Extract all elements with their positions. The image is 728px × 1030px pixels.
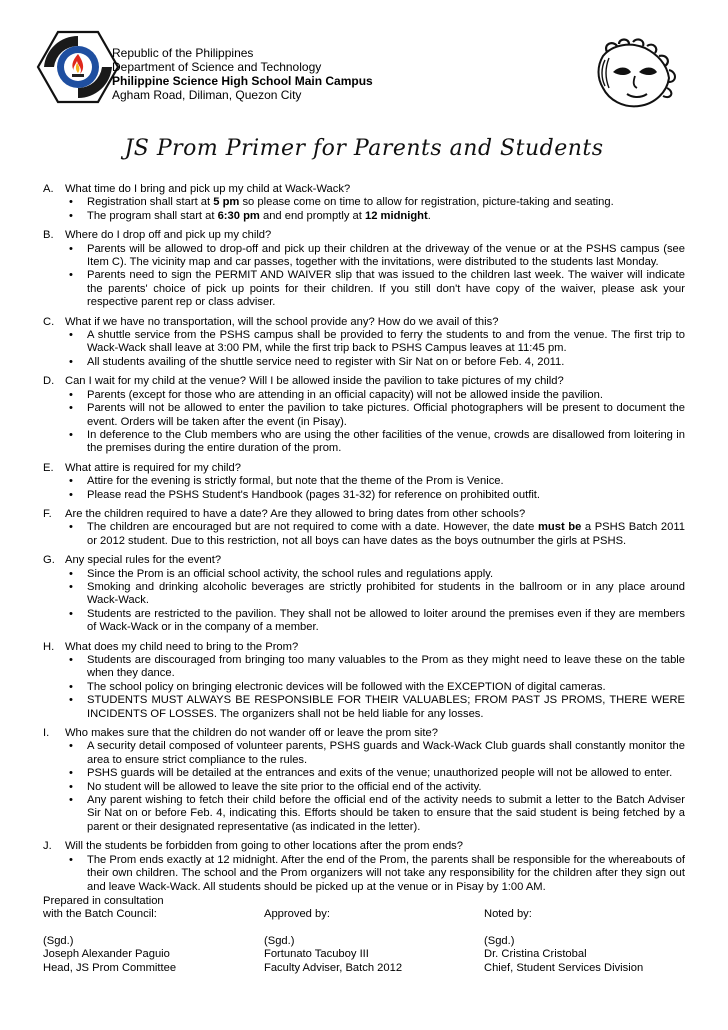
noted-sgd: (Sgd.) bbox=[484, 934, 515, 947]
answer-item bbox=[43, 269, 685, 309]
answer-text: Parents will not be allowed to enter the pavilion to take pictures. Official photographers will be present to document the event. Orders will be taken after the event (in Pisay). bbox=[87, 402, 685, 428]
letterhead-address: Agham Road, Diliman, Quezon City bbox=[112, 88, 302, 102]
letterhead bbox=[112, 46, 373, 102]
answer-text: . bbox=[427, 209, 431, 222]
section-letter: I. bbox=[43, 727, 50, 740]
signature-approved bbox=[264, 895, 402, 975]
qa-sections bbox=[43, 183, 685, 900]
answer-text: A security detail composed of volunteer parents, PSHS guards and Wack-Wack Club guards shall constantly monitor the area to ensure strict compliance to the rules. bbox=[87, 740, 685, 766]
answer-text: In deference to the Club members who are using the other facilities of the venue, crowds are disallowed from loitering in the premises during the entire duration of the prom. bbox=[87, 428, 685, 455]
answer-item bbox=[43, 694, 685, 721]
answer-list bbox=[43, 329, 685, 369]
section-question: Any special rules for the event? bbox=[65, 554, 222, 567]
answer-item bbox=[43, 243, 685, 270]
answer-text: The children are encouraged but are not required to come with a date. However, the date bbox=[87, 521, 538, 534]
answer-text: The school policy on bringing electronic devices will be followed with the EXCEPTION of digital cameras. bbox=[87, 680, 606, 693]
answer-text: and end promptly at bbox=[259, 209, 365, 222]
section bbox=[43, 727, 685, 834]
answer-item bbox=[43, 781, 685, 794]
section-letter: B. bbox=[43, 229, 54, 242]
answer-item bbox=[43, 429, 685, 456]
section-letter: D. bbox=[43, 375, 55, 388]
section-question: What does my child need to bring to the Prom? bbox=[65, 640, 299, 653]
answer-list bbox=[43, 654, 685, 721]
prepared-role: Head, JS Prom Committee bbox=[43, 961, 177, 974]
letterhead-republic: Republic of the Philippines bbox=[112, 46, 254, 60]
section-letter: H. bbox=[43, 640, 55, 653]
prepared-sgd: (Sgd.) bbox=[43, 934, 74, 947]
answer-text: a PSHS Batch 2011 or 2012 student. Due to this restriction, not all boys can have dates as the boys outnumber the girls at PSHS. bbox=[87, 521, 685, 547]
answer-item bbox=[43, 608, 685, 635]
section-question: Who makes sure that the children do not wander off or leave the prom site? bbox=[65, 727, 438, 740]
section-question: What time do I bring and pick up my child at Wack-Wack? bbox=[65, 183, 351, 195]
answer-item bbox=[43, 521, 685, 548]
answer-list bbox=[43, 389, 685, 456]
answer-list bbox=[43, 521, 685, 548]
signature-prepared bbox=[43, 895, 176, 975]
noted-role: Chief, Student Services Division bbox=[484, 961, 644, 974]
section-question: Where do I drop off and pick up my child? bbox=[65, 229, 272, 242]
answer-list bbox=[43, 243, 685, 310]
answer-emphasis: 5 pm bbox=[213, 196, 240, 209]
answer-emphasis: must be bbox=[537, 521, 582, 534]
answer-emphasis: 12 midnight bbox=[364, 209, 428, 222]
section-letter: G. bbox=[43, 554, 55, 567]
answer-text: Please read the PSHS Student's Handbook (pages 31-32) for reference on prohibited outfit. bbox=[87, 488, 541, 501]
section-letter: J. bbox=[43, 840, 52, 853]
section-letter: C. bbox=[43, 315, 55, 328]
section-question: What if we have no transportation, will the school provide any? How do we avail of this? bbox=[65, 315, 499, 328]
answer-text: so please come on time to allow for registration, picture-taking and seating. bbox=[239, 196, 614, 209]
section-letter: E. bbox=[43, 461, 54, 474]
answer-item bbox=[43, 581, 685, 608]
answer-text: The Prom ends exactly at 12 midnight. After the end of the Prom, the parents shall be responsible for the whereabouts of their own children. The school and the Prom organizers will not take any responsibility for the children after they sign out and leave Wack-Wack. All students should be picked up at the venue or in Pisay by 1:00 AM. bbox=[87, 853, 685, 893]
answer-text: Since the Prom is an official school activity, the school rules and regulations apply. bbox=[87, 567, 494, 580]
answer-item bbox=[43, 854, 685, 894]
answer-text: Parents will be allowed to drop-off and pick up their children at the driveway of the venue or at the PSHS campus (see Item C). The vicinity map and car passes, together with the invitations, were distributed to the students last Monday. bbox=[87, 242, 685, 269]
answer-item bbox=[43, 489, 685, 502]
approved-role: Faculty Adviser, Batch 2012 bbox=[264, 961, 403, 974]
section-question: What attire is required for my child? bbox=[65, 461, 241, 474]
noted-line2: Noted by: bbox=[484, 908, 532, 921]
answer-text: Registration shall start at bbox=[87, 196, 214, 209]
section bbox=[43, 641, 685, 721]
section-letter: F. bbox=[43, 507, 52, 520]
answer-list bbox=[43, 196, 685, 223]
answer-text: Parents need to sign the PERMIT AND WAIVER slip that was issued to the children last week. The waiver will indicate the parents' choice of pick up points for their children. If you still don't have copy of the waiver, please ask your respective parent rep or class adviser. bbox=[87, 269, 685, 309]
letterhead-school: Philippine Science High School Main Campus bbox=[112, 74, 373, 88]
venetian-mask-logo bbox=[583, 38, 679, 108]
answer-text: Attire for the evening is strictly formal, but note that the theme of the Prom is Venice. bbox=[87, 475, 504, 488]
document-title: JS Prom Primer for Parents and Students bbox=[124, 136, 604, 161]
approved-name: Fortunato Tacuboy III bbox=[264, 948, 369, 961]
pshs-seal-logo bbox=[36, 30, 120, 104]
answer-text: Any parent wishing to fetch their child before the official end of the activity needs to submit a letter to the Batch Adviser Sir Nat on or before Feb. 4, indicating this. Efforts should be taken to ensure that the said student is being fetched by a parent or their designated representative (as indicated in the letter). bbox=[87, 794, 685, 833]
section bbox=[43, 554, 685, 634]
answer-item bbox=[43, 740, 685, 767]
answer-text: A shuttle service from the PSHS campus shall be provided to ferry the students to and from the venue. The first trip to Wack-Wack shall leave at 3:00 PM, while the first trip back to PSHS Campus leaves at 11:45 pm. bbox=[87, 329, 685, 355]
answer-item bbox=[43, 196, 685, 209]
answer-item bbox=[43, 568, 685, 581]
answer-text: Students are restricted to the pavilion. They shall not be allowed to loiter around the premises even if they are members of Wack-Wack or in the company of a member. bbox=[87, 607, 685, 634]
answer-item bbox=[43, 654, 685, 681]
answer-item bbox=[43, 681, 685, 694]
section bbox=[43, 229, 685, 309]
section bbox=[43, 183, 685, 223]
section-question: Can I wait for my child at the venue? Will I be allowed inside the pavilion to take pictures of my child? bbox=[65, 375, 564, 388]
answer-list bbox=[43, 740, 685, 834]
answer-list bbox=[43, 568, 685, 635]
answer-text: No student will be allowed to leave the site prior to the official end of the activity. bbox=[87, 780, 482, 793]
answer-item bbox=[43, 356, 685, 369]
answer-item bbox=[43, 329, 685, 356]
noted-name: Dr. Cristina Cristobal bbox=[484, 948, 587, 961]
approved-line2: Approved by: bbox=[264, 908, 330, 921]
section-question: Are the children required to have a date? Are they allowed to bring dates from other schools? bbox=[65, 507, 526, 520]
answer-text: The program shall start at bbox=[87, 209, 218, 222]
section bbox=[43, 508, 685, 548]
answer-emphasis: 6:30 pm bbox=[217, 209, 260, 222]
section bbox=[43, 840, 685, 894]
answer-text: Students are discouraged from bringing too many valuables to the Prom as they might need to leave these on the table when they dance. bbox=[87, 654, 685, 680]
answer-text: Parents (except for those who are attending in an official capacity) will not be allowed inside the pavilion. bbox=[87, 388, 603, 401]
letterhead-department: Department of Science and Technology bbox=[112, 60, 322, 74]
prepared-line1: Prepared in consultation bbox=[43, 895, 164, 907]
section-question: Will the students be forbidden from going to other locations after the prom ends? bbox=[65, 840, 464, 853]
answer-item bbox=[43, 475, 685, 488]
section bbox=[43, 462, 685, 502]
answer-item bbox=[43, 767, 685, 780]
signature-noted bbox=[484, 895, 643, 975]
answer-item bbox=[43, 389, 685, 402]
answer-item bbox=[43, 210, 685, 223]
prepared-line2: with the Batch Council: bbox=[43, 908, 157, 921]
section-letter: A. bbox=[43, 183, 54, 195]
answer-text: PSHS guards will be detailed at the entrances and exits of the venue; unauthorized people will not be allowed to enter. bbox=[87, 767, 673, 780]
answer-text: All students availing of the shuttle service need to register with Sir Nat on or before Feb. 4, 2011. bbox=[87, 355, 565, 368]
answer-list bbox=[43, 475, 685, 502]
prepared-name: Joseph Alexander Paguio bbox=[43, 948, 170, 961]
answer-item bbox=[43, 402, 685, 429]
section bbox=[43, 375, 685, 455]
answer-item bbox=[43, 794, 685, 834]
answer-list bbox=[43, 854, 685, 894]
approved-sgd: (Sgd.) bbox=[264, 934, 295, 947]
answer-text: STUDENTS MUST ALWAYS BE RESPONSIBLE FOR THEIR VALUABLES; FROM PAST JS PROMS, THERE WERE INCIDENTS OF LOSSES. The organizers shall not be held liable for any losses. bbox=[87, 694, 685, 720]
answer-text: Smoking and drinking alcoholic beverages are strictly prohibited for students in the ballroom or in any place around Wack-Wack. bbox=[87, 580, 685, 607]
section bbox=[43, 316, 685, 370]
